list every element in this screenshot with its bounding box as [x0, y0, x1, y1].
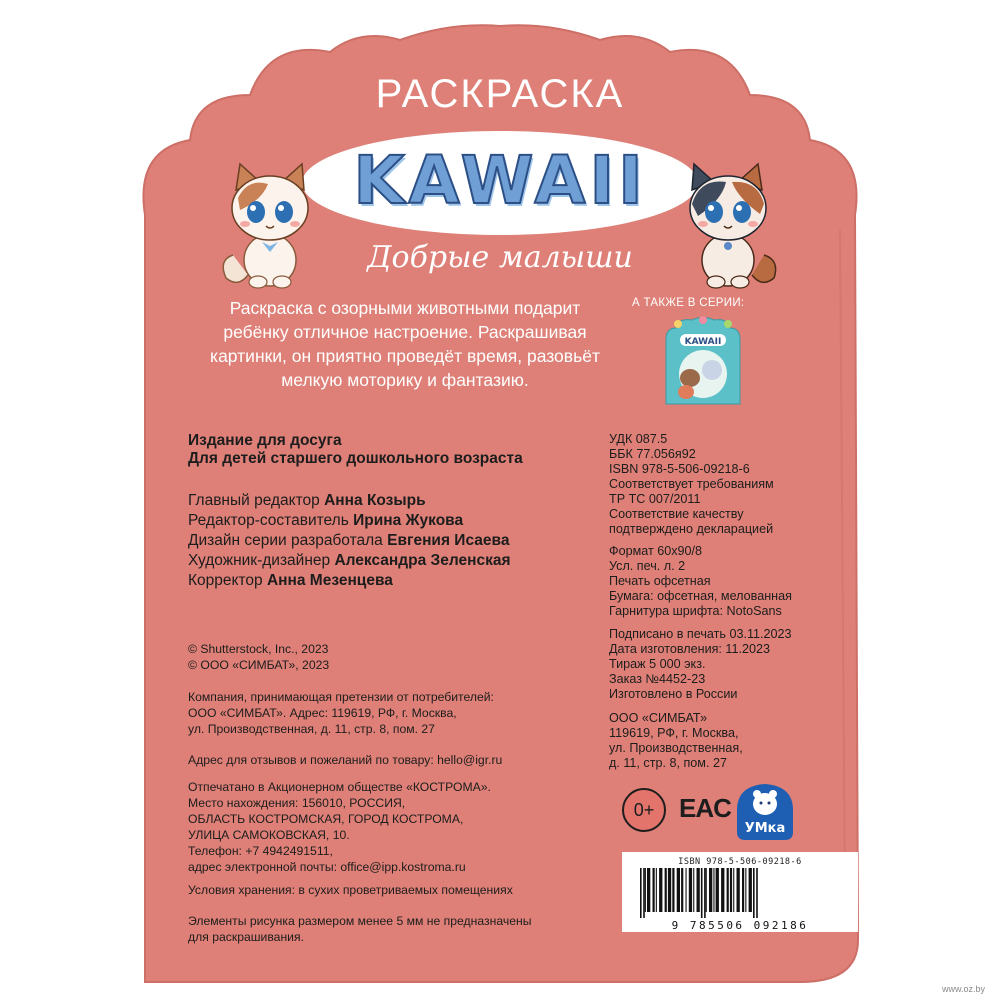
bibliographic-line: ББК 77.056я92: [609, 447, 696, 461]
compliance-line: подтверждено декларацией: [609, 522, 774, 536]
barcode-bar: [693, 868, 694, 912]
isbn-line: ISBN 978-5-506-09218-6: [609, 462, 750, 476]
barcode-bar: [677, 868, 680, 912]
barcode-bar: [647, 868, 650, 912]
barcode-isbn: ISBN 978-5-506-09218-6: [678, 857, 802, 867]
barcode-bar: [656, 868, 657, 912]
intro-line: ребёнку отличное настроение. Раскрашивая: [223, 322, 587, 342]
print-spec-line: Гарнитура шрифта: NotoSans: [609, 604, 782, 618]
credit-role: Художник-дизайнер: [188, 552, 331, 569]
copyright-line: © Shutterstock, Inc., 2023: [188, 642, 329, 656]
cat-illustration-right: [672, 160, 782, 290]
order-line: Заказ №4452-23: [609, 672, 706, 686]
barcode-bar: [701, 868, 703, 918]
barcode-bar: [713, 868, 714, 912]
barcode-bar: [681, 868, 683, 912]
barcode-bar: [653, 868, 655, 912]
intro-text: [190, 296, 620, 392]
edition-line: Для детей старшего дошкольного возраста: [188, 450, 523, 467]
barcode-bar: [745, 868, 746, 912]
credit-line: [188, 532, 608, 550]
warning-line: Элементы рисунка размером менее 5 мм не предназначены: [188, 914, 532, 928]
storage-line: Условия хранения: в сухих проветриваемых помещениях: [188, 883, 513, 897]
intro-line: мелкую моторику и фантазию.: [281, 370, 529, 390]
copyright-line: © ООО «СИМБАТ», 2023: [188, 658, 330, 672]
barcode-bar: [697, 868, 700, 912]
barcode-bar: [727, 868, 729, 912]
umka-logo-text: УМка: [744, 821, 786, 836]
printer-line: Место нахождения: 156010, РОССИЯ,: [188, 796, 406, 810]
credit-role: Дизайн серии разработала: [188, 532, 383, 549]
cat-illustration-left: [218, 160, 328, 290]
credit-role: Корректор: [188, 572, 263, 589]
watermark: www.oz.by: [942, 984, 986, 994]
print-date-line: Дата изготовления: 11.2023: [609, 642, 771, 656]
origin-line: Изготовлено в России: [609, 687, 738, 701]
bibliographic-line: УДК 087.5: [609, 432, 668, 446]
barcode-bar: [749, 868, 752, 912]
credit-line: [188, 552, 608, 570]
credit-name: Анна Мезенцева: [266, 572, 393, 589]
compliance-line: Соответствие качеству: [609, 507, 744, 521]
print-run-line: Тираж 5 000 экз.: [609, 657, 706, 671]
umka-logo: [733, 780, 797, 842]
series-label: РАСКРАСКА: [375, 72, 625, 116]
eac-mark: EAC: [679, 793, 731, 823]
cover-title: KAWAII: [353, 142, 647, 219]
credit-line: [188, 512, 608, 530]
barcode-bar: [640, 868, 642, 918]
credit-name: Евгения Исаева: [387, 532, 510, 549]
claims-line: ул. Производственная, д. 11, стр. 8, пом. 27: [188, 722, 435, 736]
compliance-line: Соответствует требованиям: [609, 477, 774, 491]
mini-cover-title: KAWAII: [684, 337, 722, 347]
barcode-bar: [730, 868, 732, 912]
barcode-bar: [659, 868, 662, 912]
print-spec-line: Усл. печ. л. 2: [609, 559, 686, 573]
barcode-bar: [643, 868, 645, 918]
barcode-bar: [721, 868, 724, 912]
barcode-bar: [709, 868, 712, 912]
barcode-digits: 9 785506 092186: [671, 919, 809, 932]
publisher-line: ООО «СИМБАТ»: [609, 711, 708, 725]
barcode-bar: [686, 868, 687, 912]
printer-line: УЛИЦА САМОКОВСКАЯ, 10.: [188, 828, 350, 842]
barcode-bar: [756, 868, 758, 918]
claims-line: ООО «СИМБАТ». Адрес: 119619, РФ, г. Москва,: [188, 706, 457, 720]
age-rating-badge: 0+: [622, 788, 666, 832]
printer-line: адрес электронной почты: office@ipp.kostroma.ru: [188, 860, 466, 874]
barcode-bar: [716, 868, 719, 912]
barcode-bar: [665, 868, 667, 912]
barcode-bar: [753, 868, 755, 918]
print-spec-line: Печать офсетная: [609, 574, 711, 588]
credit-name: Анна Козырь: [324, 492, 426, 509]
barcode-bars: [638, 868, 846, 918]
publisher-line: д. 11, стр. 8, пом. 27: [609, 756, 727, 770]
barcode-bar: [645, 868, 646, 912]
credit-name: Ирина Жукова: [353, 512, 464, 529]
publisher-line: ул. Производственная,: [609, 741, 743, 755]
edition-line: Издание для досуга: [188, 432, 342, 449]
printer-line: ОБЛАСТЬ КОСТРОМСКАЯ, ГОРОД КОСТРОМА,: [188, 812, 464, 826]
barcode-bar: [672, 868, 674, 912]
claims-line: Компания, принимающая претензии от потребителей:: [188, 690, 494, 704]
credit-line: [188, 492, 608, 510]
credit-line: [188, 572, 608, 590]
barcode-bar: [668, 868, 671, 912]
credit-name: Александра Зеленская: [334, 552, 511, 569]
publisher-line: 119619, РФ, г. Москва,: [609, 726, 739, 740]
feedback-line: Адрес для отзывов и пожеланий по товару: hello@igr.ru: [188, 753, 503, 767]
print-date-line: Подписано в печать 03.11.2023: [609, 627, 792, 641]
printer-line: Отпечатано в Акционерном обществе «КОСТРОМА».: [188, 780, 491, 794]
barcode-bar: [733, 868, 734, 912]
barcode-bar: [704, 868, 706, 918]
compliance-line: ТР ТС 007/2011: [609, 492, 701, 506]
printer-line: Телефон: +7 4942491511,: [188, 844, 333, 858]
also-in-series-label: А ТАКЖЕ В СЕРИИ:: [632, 297, 745, 309]
credit-role: Главный редактор: [188, 492, 320, 509]
barcode-bar: [689, 868, 692, 912]
credit-role: Редактор-составитель: [188, 512, 349, 529]
print-spec-line: Формат 60х90/8: [609, 544, 703, 558]
barcode-bar: [742, 868, 744, 912]
barcode-bar: [706, 868, 707, 912]
barcode-bar: [737, 868, 740, 912]
intro-line: Раскраска с озорными животными подарит: [229, 298, 581, 318]
warning-line: для раскрашивания.: [188, 930, 304, 944]
mini-cover-thumbnail: [662, 316, 744, 408]
cover-subtitle: Добрые малыши: [367, 240, 633, 275]
intro-line: картинки, он приятно проведёт время, разовьёт: [210, 346, 600, 366]
print-spec-line: Бумага: офсетная, мелованная: [609, 589, 792, 603]
